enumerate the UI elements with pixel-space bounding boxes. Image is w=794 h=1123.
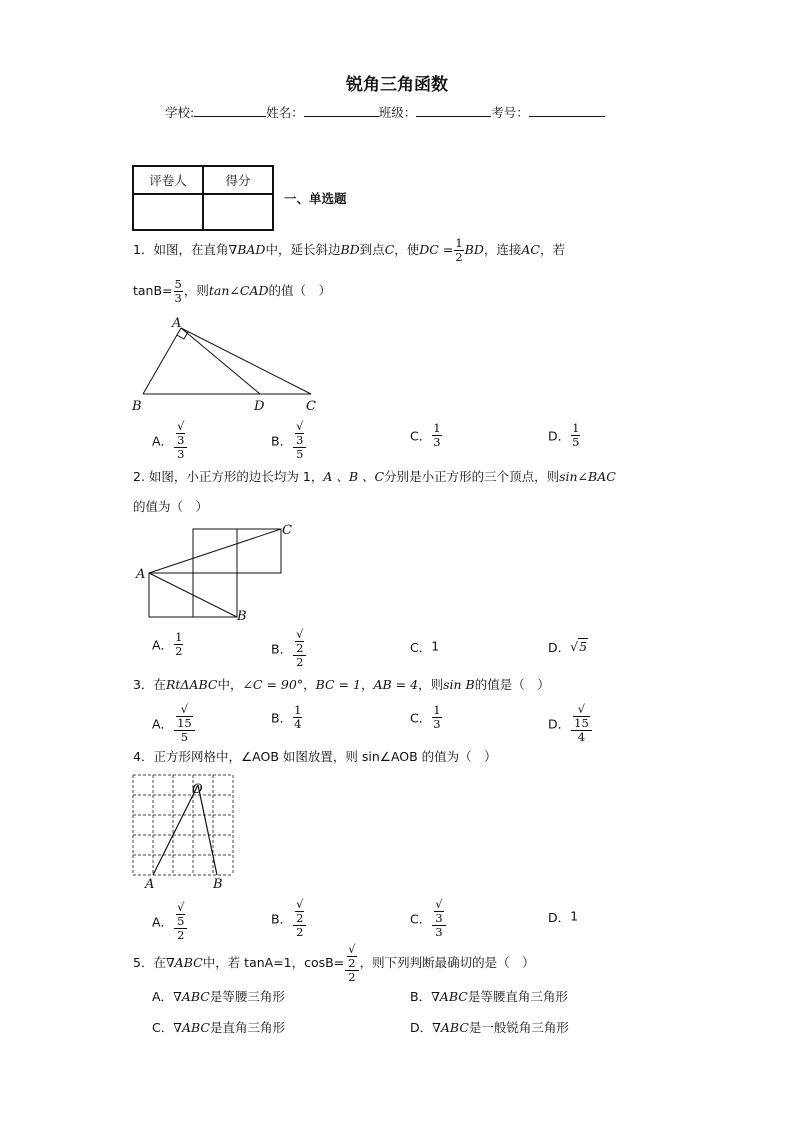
q4-option-a[interactable]: A． √ 5 2 xyxy=(152,901,188,942)
q5-option-c[interactable]: C．∇ABC是直角三角形 xyxy=(152,1020,285,1035)
q5-text: 5．在 xyxy=(133,955,166,970)
q1-option-d[interactable]: D． $\frac{1}{5}$ xyxy=(548,421,580,449)
q1-label-b: B xyxy=(132,399,142,414)
q1-tan-fraction: $\frac{5}{3}$ xyxy=(174,277,182,305)
q5-triangle: ∇ABC xyxy=(165,955,203,970)
grader-header: 评卷人 xyxy=(133,166,203,194)
page-title: 锐角三角函数 xyxy=(346,75,448,95)
q1-segment: BD xyxy=(464,242,484,257)
q1-text: 1．如图，在直角 xyxy=(133,242,229,257)
q4-label-a: A xyxy=(145,877,155,892)
class-label: 班级： xyxy=(378,105,417,120)
q1-label-c: C xyxy=(306,399,316,414)
q2-stem-line2: 的值为（ ） xyxy=(133,499,209,514)
q2-expression: sin∠BAC xyxy=(559,469,616,484)
q2-option-b[interactable]: B． √ 2 2 xyxy=(271,628,307,669)
q4-stem: 4．正方形网格中，∠AOB 如图放置，则 sin∠AOB 的值为（ ） xyxy=(133,749,497,764)
q2-label-a: A xyxy=(136,567,146,582)
school-blank[interactable] xyxy=(194,104,266,117)
class-blank[interactable] xyxy=(416,104,491,117)
q3-option-c[interactable]: C． $\frac{1}{3}$ xyxy=(410,703,441,731)
q3-ab: AB = 4 xyxy=(373,677,419,692)
q1-stem-line2 xyxy=(133,278,331,305)
score-table xyxy=(132,165,274,231)
score-cell[interactable] xyxy=(203,194,273,230)
q2-figure xyxy=(134,520,304,626)
q2-text: 分别是小正方形的三个顶点，则 xyxy=(384,469,560,484)
q3-text: 的值是（ ） xyxy=(474,677,550,692)
q1-text: 的值（ ） xyxy=(268,283,332,298)
q2-label-b: B xyxy=(237,609,247,624)
q2-text: 2. 如图，小正方形的边长均为 1， xyxy=(133,469,324,484)
q1-label-a: A xyxy=(172,316,182,331)
q1-text: 到点 xyxy=(359,242,385,257)
score-header: 得分 xyxy=(203,166,273,194)
q1-stem-line1 xyxy=(133,237,565,264)
name-label: 姓名： xyxy=(266,105,304,120)
q1-text: tanB= xyxy=(133,283,173,298)
q4-label-b: B xyxy=(213,877,223,892)
q4-label-o: O xyxy=(192,782,203,797)
q1-figure xyxy=(128,310,328,416)
name-blank[interactable] xyxy=(304,104,379,117)
q3-option-b[interactable]: B． $\frac{1}{4}$ xyxy=(271,703,302,731)
q4-option-d[interactable]: D．1 xyxy=(548,908,579,925)
q3-text: ， xyxy=(360,677,374,692)
q4-figure xyxy=(128,770,240,892)
q1-text: ，若 xyxy=(539,242,565,257)
q1-option-b[interactable]: B． √ 3 5 xyxy=(271,420,307,461)
number-blank[interactable] xyxy=(529,104,605,117)
grader-cell[interactable] xyxy=(133,194,203,230)
q5-text: ，则下列判断最确切的是（ ） xyxy=(359,955,535,970)
q5-text: 中，若 tanA=1，cosB= xyxy=(202,955,345,970)
q1-text: ，则 xyxy=(183,283,209,298)
q3-angle: ∠C = 90° xyxy=(242,677,304,692)
q4-option-b[interactable]: B． √ 2 2 xyxy=(271,898,307,939)
q1-point: C xyxy=(384,242,395,257)
q5-option-a[interactable]: A．∇ABC是等腰三角形 xyxy=(152,989,285,1004)
q1-text: ，使 xyxy=(394,242,420,257)
q3-option-d[interactable]: D． √ 15 4 xyxy=(548,703,593,744)
q2-option-c[interactable]: C．1 xyxy=(410,638,440,655)
q2-stem-line1 xyxy=(133,467,616,485)
q3-text: 中， xyxy=(217,677,243,692)
q3-stem xyxy=(133,675,550,693)
section-heading: 一、单选题 xyxy=(284,191,347,206)
q3-option-a[interactable]: A． √ 15 5 xyxy=(152,703,196,744)
number-label: 考号： xyxy=(491,105,529,120)
q5-cos-fraction: √ 2 2 xyxy=(345,943,358,984)
q2-option-d[interactable]: D．√5 xyxy=(548,638,588,655)
q1-triangle: ∇BAD xyxy=(228,242,266,257)
q3-text: 3．在 xyxy=(133,677,166,692)
q2-points: A 、B 、C xyxy=(323,469,385,484)
q1-segment: AC xyxy=(521,242,540,257)
q1-half-fraction: $\frac{1}{2}$ xyxy=(455,236,463,264)
q3-text: ， xyxy=(303,677,316,692)
q1-text: 中，延长斜边 xyxy=(265,242,341,257)
school-label: 学校: xyxy=(165,105,195,120)
q3-text: ，则 xyxy=(418,677,444,692)
q4-option-c[interactable]: C． √ 3 3 xyxy=(410,898,447,939)
q3-triangle: RtΔABC xyxy=(165,677,218,692)
q1-segment: BD xyxy=(340,242,360,257)
q1-option-c[interactable]: C． $\frac{1}{3}$ xyxy=(410,421,441,449)
q5-stem xyxy=(133,943,535,984)
q1-expression: tan∠CAD xyxy=(208,283,269,298)
q2-label-c: C xyxy=(282,523,292,538)
q1-text: ，连接 xyxy=(483,242,522,257)
q3-bc: BC = 1 xyxy=(315,677,361,692)
q1-label-d: D xyxy=(254,399,265,414)
q2-option-a[interactable]: A． $\frac{1}{2}$ xyxy=(152,630,183,658)
q3-expression: sin B xyxy=(443,677,475,692)
q1-option-a[interactable]: A． √ 3 3 xyxy=(152,420,188,461)
q5-option-d[interactable]: D．∇ABC是一般锐角三角形 xyxy=(410,1020,569,1035)
q5-option-b[interactable]: B．∇ABC是等腰直角三角形 xyxy=(410,989,568,1004)
student-info-line xyxy=(165,103,605,121)
q1-equation: DC = xyxy=(419,242,454,257)
